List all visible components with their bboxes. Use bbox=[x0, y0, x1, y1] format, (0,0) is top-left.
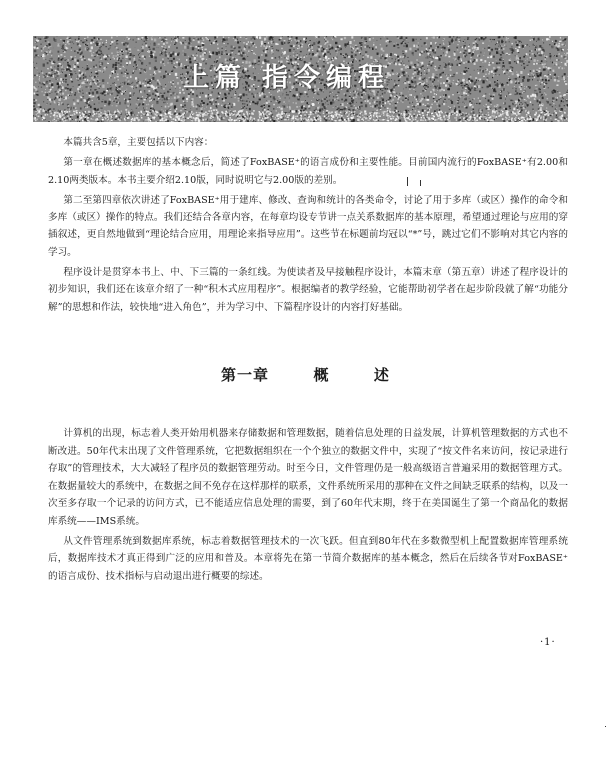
scan-speck bbox=[420, 180, 421, 186]
section-title: 上篇 指令编程 bbox=[183, 63, 391, 93]
section-banner bbox=[33, 36, 568, 122]
intro-paragraph-2: 第一章在概述数据库的基本概念后，简述了FoxBASE⁺的语言成份和主要性能。目前国内流行的FoxBASE⁺有2.00和2.10两类版本。本书主要介绍2.10版，同时说明它与2.00版的差别。 bbox=[48, 157, 568, 186]
chapter-title: 第一章 概 述 bbox=[221, 366, 390, 384]
intro-paragraph-1: 本篇共含5章，主要包括以下内容： bbox=[63, 137, 214, 148]
page-number: ·1· bbox=[540, 637, 556, 648]
intro-paragraph-4: 程序设计是贯穿本书上、中、下三篇的一条红线。为使读者及早接触程序设计，本篇末章（第五章）讲述了程序设计的初步知识，我们还在该章介绍了一种“积木式应用程序”。根据编者的教学经验，它能帮助初学者在起步阶段就了解“功能分解”的思想和作法，较快地“进入角色”，并为学习中、下篇程序设计的内容打好基础。 bbox=[48, 267, 568, 313]
intro-paragraph-3: 第二至第四章依次讲述了FoxBASE⁺用于建库、修改、查询和统计的各类命令，讨论了用于多库（或区）操作的命令和多库（或区）操作的特点。我们还结合各章内容，在每章均设专节讲一点关系数据库的基本原理，希望通过理论与应用的穿插叙述，更自然地做到“理论结合应用，用理论来指导应用”。这些节在标题前均冠以“*”号，跳过它们不影响对其它内容的学习。 bbox=[48, 194, 568, 258]
section-intro bbox=[48, 134, 568, 319]
scan-speck bbox=[605, 726, 606, 727]
chapter-body bbox=[48, 425, 568, 587]
body-paragraph-2: 从文件管理系统到数据库系统，标志着数据管理技术的一次飞跃。但直到80年代在多数微型机上配置数据库管理系统后，数据库技术才真正得到广泛的应用和普及。本章将先在第一节简介数据库的基本概念，然后在后续各节对FoxBASE⁺的语言成份、技术指标与启动退出进行概要的综述。 bbox=[48, 535, 568, 582]
scan-speck bbox=[407, 177, 408, 186]
body-paragraph-1: 计算机的出现，标志着人类开始用机器来存储数据和管理数据，随着信息处理的日益发展，计算机管理数据的方式也不断改进。50年代末出现了文件管理系统，它把数据组织在一个个独立的数据文件中，实现了“按文件名来访问，按记录进行存取”的管理技术，大大减轻了程序员的数据管理劳动。时至今日，文件管理仍是一般高级语言普遍采用的数据管理方式。在数据量较大的系统中，在数据之间不免存在这样那样的联系，文件系统所采用的那种在文件之间缺乏联系的结构，以及一次至多存取一个记录的访问方式，已不能适应信息处理的需要，到了60年代末期，终于在美国诞生了第一个商品化的数据库系统——IMS系统。 bbox=[48, 428, 568, 527]
